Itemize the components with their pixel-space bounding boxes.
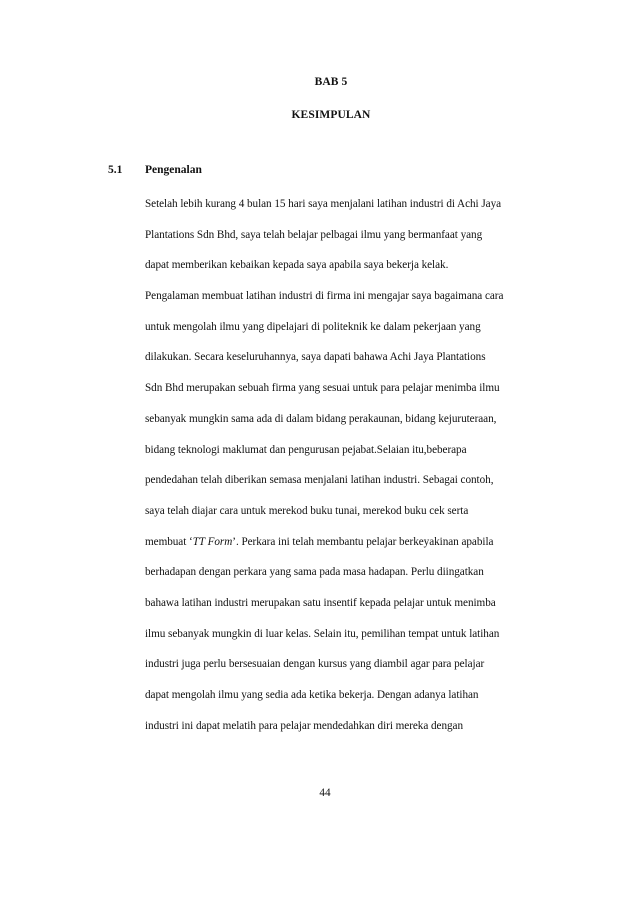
body-line: sebanyak mungkin sama ada di dalam bidang perakaunan, bidang kejuruteraan, — [145, 412, 497, 425]
body-line: bidang teknologi maklumat dan pengurusan pejabat.Selaian itu,beberapa — [145, 443, 467, 456]
section-number: 5.1 — [108, 164, 123, 176]
body-line: dapat mengolah ilmu yang sedia ada ketika bekerja. Dengan adanya latihan — [145, 689, 479, 701]
page-number: 44 — [319, 787, 331, 799]
body-line: ilmu sebanyak mungkin di luar kelas. Selain itu, pemilihan tempat untuk latihan — [145, 627, 500, 640]
body-line: dapat memberikan kebaikan kepada saya apabila saya bekerja kelak. — [145, 259, 449, 272]
body-line: pendedahan telah diberikan semasa menjalani latihan industri. Sebagai contoh, — [145, 474, 494, 487]
body-line: Sdn Bhd merupakan sebuah firma yang sesuai untuk para pelajar menimba ilmu — [145, 382, 500, 395]
chapter-number: BAB 5 — [314, 76, 348, 88]
body-line: industri ini dapat melatih para pelajar mendedahkan diri mereka dengan — [145, 719, 464, 732]
body-paragraph — [145, 197, 565, 749]
body-line: Setelah lebih kurang 4 bulan 15 hari saya menjalani latihan industri di Achi Jaya — [145, 198, 502, 210]
body-line: berhadapan dengan perkara yang sama pada masa hadapan. Perlu diingatkan — [145, 566, 484, 579]
italic-line-after: ’. Perkara ini telah membantu pelajar berkeyakinan apabila — [232, 535, 494, 548]
body-line: Pengalaman membuat latihan industri di firma ini mengajar saya bagaimana cara — [145, 290, 504, 303]
chapter-title: KESIMPULAN — [291, 109, 371, 121]
body-line: dilakukan. Secara keseluruhannya, saya dapati bahawa Achi Jaya Plantations — [145, 351, 486, 364]
body-line: industri juga perlu bersesuaian dengan kursus yang diambil agar para pelajar — [145, 658, 485, 671]
body-line: Plantations Sdn Bhd, saya telah belajar pelbagai ilmu yang bermanfaat yang — [145, 228, 483, 241]
body-line-italic — [145, 535, 565, 566]
section-title: Pengenalan — [145, 164, 202, 176]
body-line: saya telah diajar cara untuk merekod buku tunai, merekod buku cek serta — [145, 504, 469, 517]
italic-line-before: membuat ‘ — [145, 535, 193, 548]
body-line: bahawa latihan industri merupakan satu insentif kepada pelajar untuk menimba — [145, 596, 496, 609]
italic-term: TT Form — [192, 535, 233, 548]
body-line: untuk mengolah ilmu yang dipelajari di politeknik ke dalam pekerjaan yang — [145, 320, 481, 333]
